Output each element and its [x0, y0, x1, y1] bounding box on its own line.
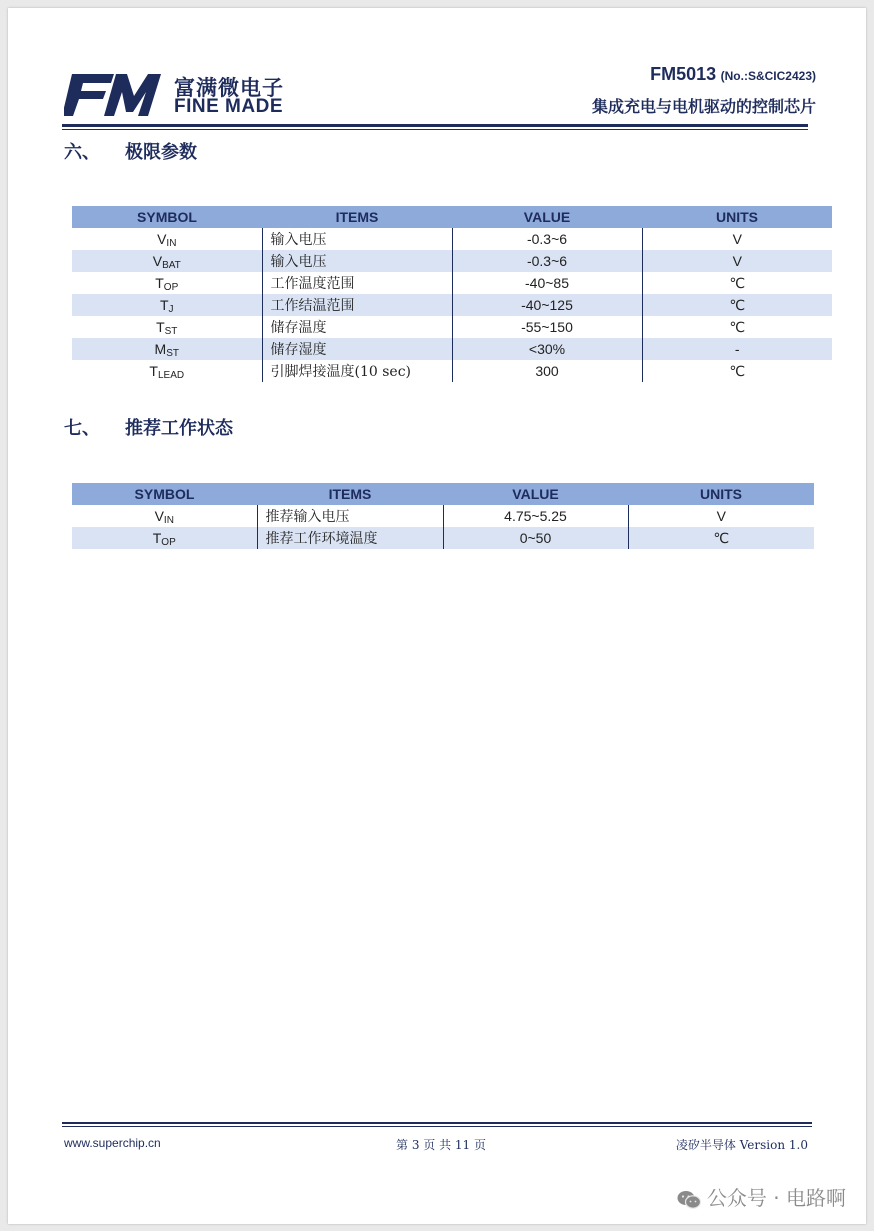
col-header-symbol: SYMBOL	[72, 483, 257, 505]
table-row	[72, 228, 832, 250]
symbol-subscript: IN	[166, 238, 177, 249]
symbol-subscript: BAT	[162, 260, 181, 271]
watermark-text: 公众号 · 电路啊	[706, 1186, 846, 1210]
limits-table-body	[72, 228, 832, 382]
document-code: (No.:S&CIC2423)	[720, 69, 816, 83]
document-id	[650, 64, 816, 85]
col-header-items: ITEMS	[257, 483, 443, 505]
section-title-recommended	[64, 414, 233, 440]
unit-cell: -	[642, 338, 832, 360]
symbol-main: V	[157, 231, 167, 247]
logo-chinese-name: 富满微电子	[174, 76, 284, 100]
header-rule-thick	[62, 124, 808, 127]
limits-table	[72, 206, 832, 382]
document-subtitle: 集成充电与电机驱动的控制芯片	[591, 97, 816, 116]
company-logo	[64, 72, 304, 120]
value-cell: <30%	[452, 338, 642, 360]
item-cell: 输入电压	[262, 228, 452, 250]
table-header-row	[72, 206, 832, 228]
unit-cell: ℃	[642, 360, 832, 382]
footer-company-version: 凌矽半导体 Version 1.0	[675, 1138, 808, 1152]
unit-cell: V	[642, 228, 832, 250]
item-cell: 推荐输入电压	[257, 505, 443, 527]
table-row	[72, 272, 832, 294]
symbol-main: V	[152, 253, 163, 269]
symbol-cell	[72, 527, 257, 549]
value-cell: -0.3~6	[452, 250, 642, 272]
footer-rule-thin	[62, 1126, 812, 1127]
symbol-subscript: IN	[163, 515, 174, 526]
col-header-value: VALUE	[443, 483, 628, 505]
section-number: 六、	[64, 142, 100, 163]
table-row	[72, 360, 832, 382]
value-cell: -40~125	[452, 294, 642, 316]
table-row	[72, 505, 814, 527]
table-row	[72, 527, 814, 549]
section-title-limits	[64, 138, 197, 164]
unit-cell: ℃	[642, 316, 832, 338]
col-header-value: VALUE	[452, 206, 642, 228]
col-header-units: UNITS	[642, 206, 832, 228]
footer-rule-thick	[62, 1122, 812, 1124]
item-cell: 引脚焊接温度(10 sec)	[262, 360, 452, 382]
value-cell: -0.3~6	[452, 228, 642, 250]
item-cell: 推荐工作环境温度	[257, 527, 443, 549]
symbol-main: M	[154, 341, 167, 357]
symbol-cell	[72, 316, 262, 338]
symbol-subscript: ST	[164, 326, 178, 337]
unit-cell: ℃	[628, 527, 814, 549]
symbol-cell	[72, 272, 262, 294]
symbol-cell	[72, 250, 262, 272]
value-cell: 0~50	[443, 527, 628, 549]
footer-page-number: 第 3 页 共 11 页	[396, 1138, 486, 1152]
item-cell: 输入电压	[262, 250, 452, 272]
item-cell: 储存温度	[262, 316, 452, 338]
col-header-units: UNITS	[628, 483, 814, 505]
unit-cell: V	[642, 250, 832, 272]
item-cell: 储存湿度	[262, 338, 452, 360]
symbol-cell	[72, 338, 262, 360]
symbol-main: T	[156, 319, 165, 335]
unit-cell: ℃	[642, 294, 832, 316]
symbol-subscript: LEAD	[157, 370, 185, 381]
section-title-text: 极限参数	[125, 142, 197, 163]
symbol-cell	[72, 505, 257, 527]
recommended-table-body	[72, 505, 814, 549]
model-number: FM5013	[650, 64, 717, 84]
symbol-main: T	[155, 275, 164, 291]
symbol-subscript: J	[168, 304, 174, 315]
recommended-table	[72, 483, 814, 549]
col-header-symbol: SYMBOL	[72, 206, 262, 228]
item-cell: 工作结温范围	[262, 294, 452, 316]
value-cell: -40~85	[452, 272, 642, 294]
wechat-watermark	[677, 1182, 846, 1211]
unit-cell: V	[628, 505, 814, 527]
logo-english-name: FINE MADE	[174, 96, 283, 117]
header-rule-thin	[62, 129, 808, 130]
value-cell: 4.75~5.25	[443, 505, 628, 527]
value-cell: -55~150	[452, 316, 642, 338]
table-row	[72, 250, 832, 272]
symbol-main: T	[149, 363, 158, 379]
symbol-main: T	[159, 297, 169, 313]
table-row	[72, 294, 832, 316]
fm-logo-icon	[64, 72, 168, 118]
value-cell: 300	[452, 360, 642, 382]
footer-website: www.superchip.cn	[64, 1136, 161, 1150]
symbol-cell	[72, 294, 262, 316]
symbol-subscript: ST	[166, 348, 179, 359]
symbol-cell	[72, 360, 262, 382]
wechat-icon	[677, 1190, 701, 1210]
symbol-main: V	[154, 508, 164, 524]
col-header-items: ITEMS	[262, 206, 452, 228]
symbol-main: T	[152, 530, 162, 546]
symbol-subscript: OP	[161, 537, 176, 548]
section-number: 七、	[64, 418, 100, 439]
symbol-cell	[72, 228, 262, 250]
section-title-text: 推荐工作状态	[125, 418, 233, 439]
symbol-subscript: OP	[163, 282, 179, 293]
table-row	[72, 338, 832, 360]
document-page	[8, 8, 866, 1224]
table-header-row	[72, 483, 814, 505]
unit-cell: ℃	[642, 272, 832, 294]
item-cell: 工作温度范围	[262, 272, 452, 294]
table-row	[72, 316, 832, 338]
